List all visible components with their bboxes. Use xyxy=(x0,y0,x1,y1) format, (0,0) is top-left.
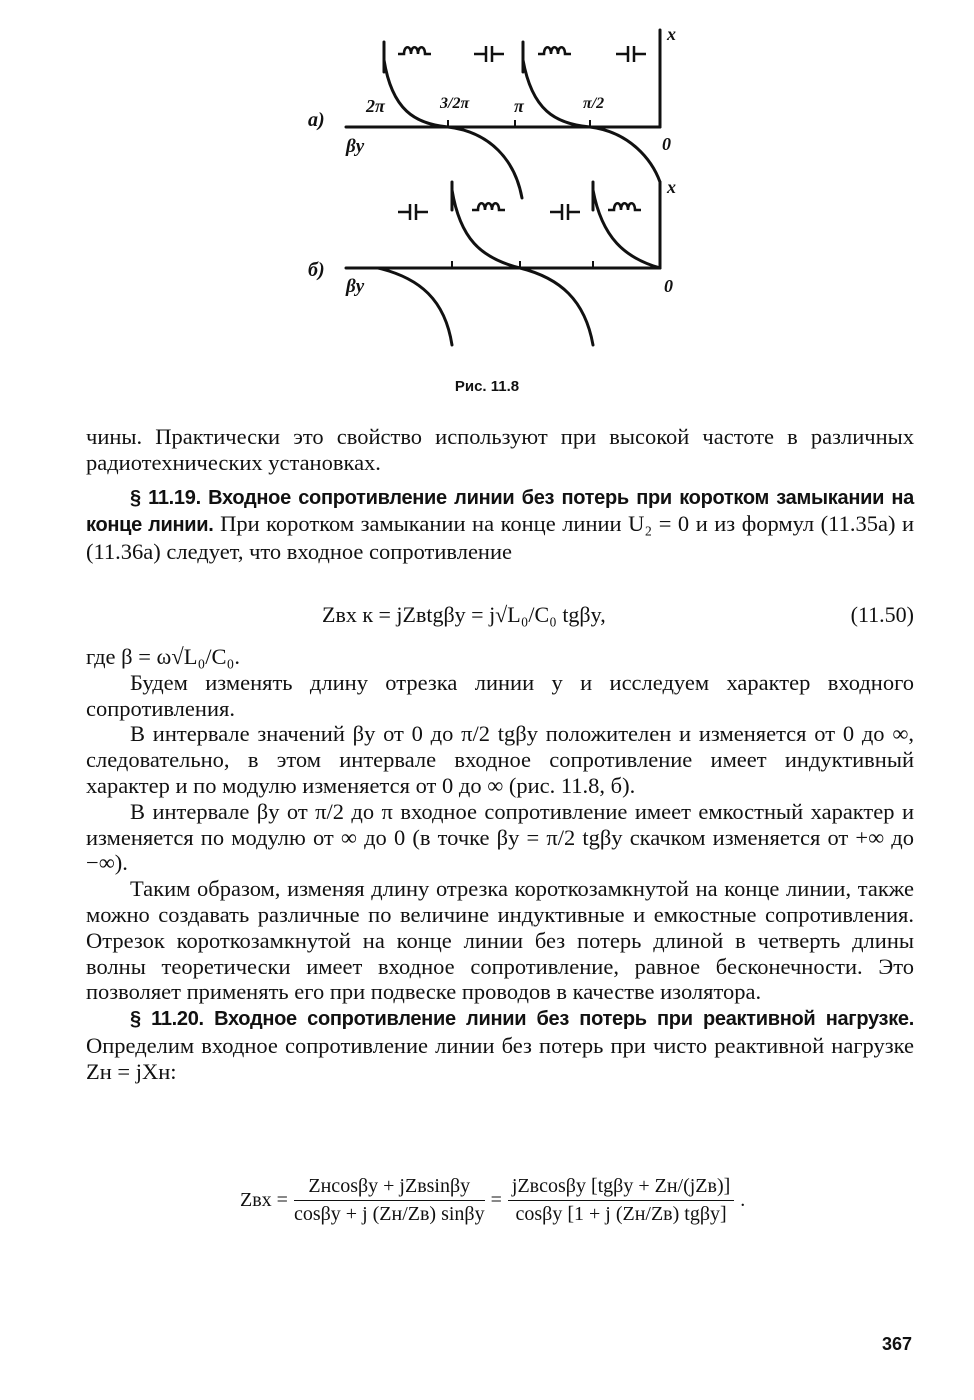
numerator-1: Zнcosβy + jZвsinβy xyxy=(294,1175,485,1201)
paragraph: Таким образом, изменяя длину отрезка короткозамкнутой на конце линии, также можно создавать различные по величине индуктивные и емкостные сопротивления. Отрезок короткозамкнутой на конце линии без потерь длиной в четверть длины волны теоретически имеет входное сопротивление, равное бесконечности. Это позволяет применять его при подвеске проводов в качестве изолятора. xyxy=(86,876,914,1005)
label-x-a: x xyxy=(667,24,676,44)
label-axis-by-b: βy xyxy=(346,276,365,297)
period: . xyxy=(740,1189,746,1211)
label-b: б) xyxy=(308,259,325,281)
section-text: Определим входное сопротивление линии без потерь при чисто реактивной нагрузке Zн = jXн: xyxy=(86,1032,914,1084)
label-axis-by-a: βy xyxy=(346,136,365,157)
paragraph: В интервале значений βy от 0 до π/2 tgβy положителен и изменяется от 0 до ∞, следовательно, в этом интервале входное сопротивление имеет индуктивный характер и по модулю изменяется от 0 до ∞ (рис. 11.8, б). xyxy=(86,721,914,798)
page-number: 367 xyxy=(881,1334,912,1354)
equation-11-50: Zвх к = jZвtgβy = j√L₀/C₀ tgβy, xyxy=(322,602,606,627)
section-text: При коротком замыкании на конце линии U₂ = 0 и из формул (11.35а) и (11.36а) следует, что входное сопротивление xyxy=(86,511,915,565)
fraction-2 xyxy=(508,1175,734,1226)
section-11-20 xyxy=(86,1005,914,1084)
tick-3-2pi: 3/2π xyxy=(440,95,470,112)
where-line: где β = ω√L₀/C₀. xyxy=(86,644,241,669)
tick-2pi: 2π xyxy=(366,96,385,116)
label-a: а) xyxy=(308,109,325,131)
label-x-b: x xyxy=(667,177,676,197)
section-11-19 xyxy=(86,484,914,565)
paragraph: Будем изменять длину отрезка линии y и исследуем характер входного сопротивления. xyxy=(86,669,914,721)
tick-pi-2: π/2 xyxy=(583,95,605,112)
equation-number: (11.50) xyxy=(850,602,914,627)
figure-11-8 xyxy=(0,0,974,380)
numerator-2: jZвcosβy [tgβy + Zн/(jZв)] xyxy=(508,1175,734,1201)
text-block-2 xyxy=(86,644,914,1085)
denominator-2: cosβy [1 + j (Zн/Zв) tgβy] xyxy=(515,1203,727,1225)
label-zero-a: 0 xyxy=(662,134,671,154)
paragraph-continuation: чины. Практически это свойство используют при высокой частоте в различных радиотехнических установках. xyxy=(86,424,914,475)
paragraph: В интервале βy от π/2 до π входное сопротивление имеет емкостный характер и изменяется по модулю от ∞ до 0 (в точке βy = π/2 tgβy скачком изменяется от +∞ до −∞). xyxy=(86,798,914,876)
denominator-1: cosβy + j (Zн/Zв) sinβy xyxy=(293,1203,485,1225)
equation-zvx xyxy=(240,1175,780,1226)
label-zero-b: 0 xyxy=(664,276,673,296)
section-heading: § 11.19. Входное сопротивление линии без потерь при коротком замыкании на конце линии. xyxy=(86,486,914,537)
section-heading: § 11.20. Входное сопротивление линии без потерь при реактивной нагрузке. xyxy=(130,1008,914,1031)
fraction-1 xyxy=(294,1175,485,1226)
tick-pi: π xyxy=(514,96,524,116)
text-block-1 xyxy=(86,424,914,565)
figure-caption: Рис. 11.8 xyxy=(454,378,520,395)
equals-sign: = xyxy=(490,1189,502,1211)
equation-lhs: Zвх = xyxy=(240,1189,288,1211)
